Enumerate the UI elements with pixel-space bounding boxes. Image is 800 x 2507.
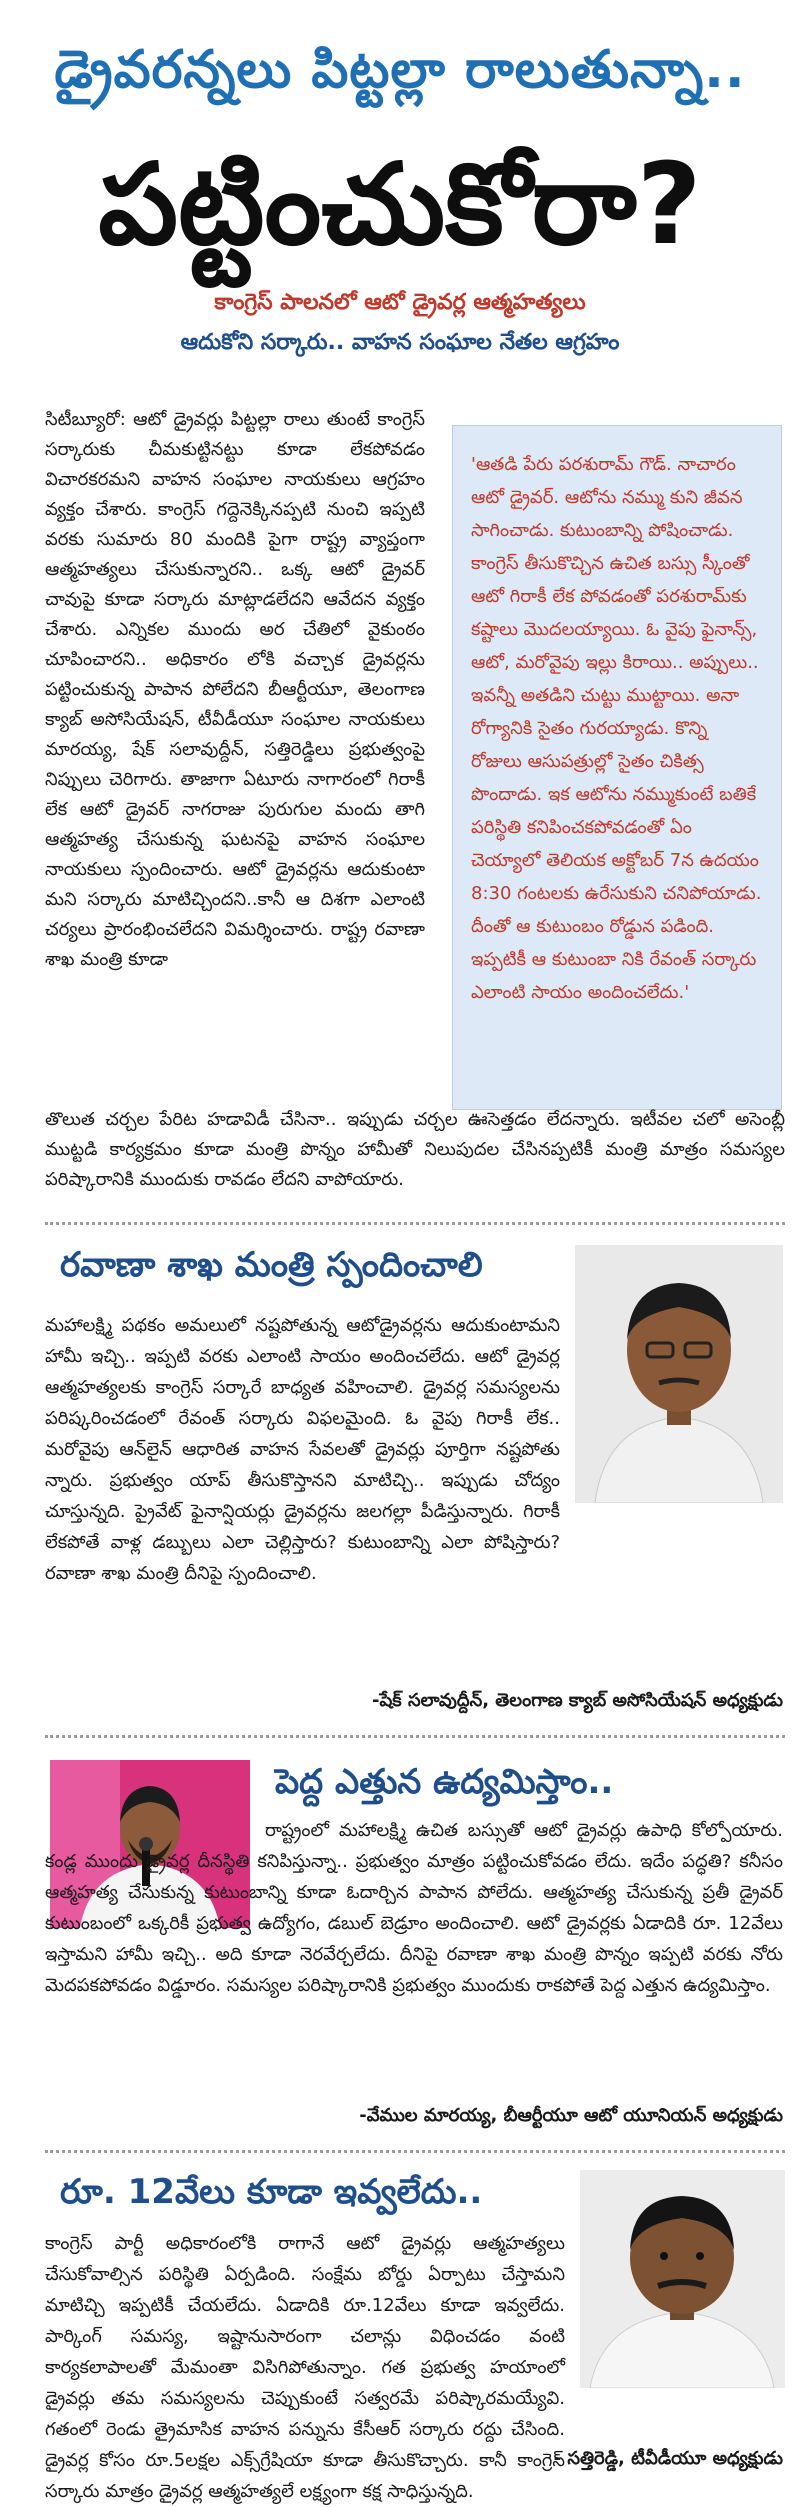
section-3-heading: రూ. 12వేలు కూడా ఇవ్వలేదు.. (60, 2172, 483, 2212)
subheadline-2: ఆదుకోని సర్కారు.. వాహన సంఘాల నేతల ఆగ్రహం (180, 330, 620, 355)
quote-text: 'ఆతడి పేరు పరశురామ్ గౌడ్. నాచారం ఆటో డ్రైవర్. ఆటోను నమ్ము కుని జీవన సాగించాడు. కుటుంబాన్ని పోషించాడు. కాంగ్రెస్ తీసుకొచ్చిన ఉచిత బస్సు స్కీంతో ఆటో గిరాకీ లేక పోవడంతో పరశురామ్‌కు కష్టాలు మొదలయ్యాయి. ఓ వైపు ఫైనాన్స్, ఆటో, మరోవైపు ఇల్లు కిరాయి.. అప్పులు.. ఇవన్నీ అతడిని చుట్టు ముట్టాయి. అనా రోగ్యానికి సైతం గురయ్యాడు. కొన్ని రోజులు ఆసుపత్రుల్లో సైతం చికిత్స పొందాడు. ఇక ఆటోను నమ్ముకుంటే బతికే పరిస్థితి కనిపించకపోవడంతో ఏం చెయ్యాలో తెలియక అక్టోబర్ 7న ఉదయం 8:30 గంటలకు ఉరేసుకుని చనిపోయాడు. దీంతో ఆ కుటుంబం రోడ్డున పడింది. ఇప్పటికీ ఆ కుటుంబా నికి రేవంత్ సర్కారు ఎలాంటి సాయం అందించలేదు.' (471, 454, 762, 1003)
subheadline-1: కాంగ్రెస్ పాలనలో ఆటో డ్రైవర్ల ఆత్మహత్యలు (214, 290, 586, 315)
main-headline: పట్టించుకోరా? (98, 140, 702, 270)
section-1-signature: -షేక్ సలావుద్దీన్, తెలంగాణ క్యాబ్ అసోసియేషన్ అధ్యక్షుడు (372, 1690, 783, 1711)
section-2-heading: పెద్ద ఎత్తున ఉద్యమిస్తాం.. (275, 1762, 614, 1802)
intro-paragraph: సిటీబ్యూరో: ఆటో డ్రైవర్లు పిట్టల్లా రాలు తుంటే కాంగ్రెస్ సర్కారుకు చీమకుట్టినట్టు కూడా లేకపోవడం విచారకరమని వాహన సంఘాల నాయకులు ఆగ్రహం వ్యక్తం చేశారు. కాంగ్రెస్ గద్దెనెక్కినప్పటి నుంచి ఇప్పటి వరకు సుమారు 80 మందికి పైగా రాష్ట్ర వ్యాప్తంగా ఆత్మహత్యలు చేసుకున్నారని.. ఒక్క ఆటో డ్రైవర్ చావుపై కూడా సర్కారు మాట్లాడలేదని ఆవేదన వ్యక్తం చేశారు. ఎన్నికల ముందు అర చేతిలో వైకుంఠం చూపించారని.. అధికారం లోకి వచ్చాక డ్రైవర్లను పట్టించుకున్న పాపాన పోలేదని బీఆర్టీయూ, తెలంగాణ క్యాబ్ అసోసియేషన్, టీవీడీయూ సంఘాల నాయకులు మారయ్య, షేక్ సలావుద్దీన్, సత్తిరెడ్డిలు ప్రభుత్వంపై నిప్పులు చెరిగారు. తాజాగా ఏటూరు నాగారంలో గిరాకీ లేక ఆటో డ్రైవర్ నాగరాజు పురుగుల మందు తాగి ఆత్మహత్య చేసుకున్న ఘటనపై వాహన సంఘాల నాయకులు స్పందించారు. ఆటో డ్రైవర్లను ఆదుకుంటా మని సర్కారు మాటిచ్చిందని..కానీ ఆ దిశగా ఎలాంటి చర్యలు ప్రారంభించలేదని విమర్శించారు. రాష్ట్ర రవాణా శాఖ మంత్రి కూడా (45, 409, 425, 970)
section-2-text: రాష్ట్రంలో మహాలక్ష్మి ఉచిత బస్సుతో ఆటో డ్రైవర్లు ఉపాధి కోల్పోయారు. కండ్ల ముందు డ్రైవర్ల దీనస్థితి కనిపిస్తున్నా.. ప్రభుత్వం మాత్రం పట్టించుకోవడం లేదు. ఇదేం పద్ధతి? కనీసం ఆత్మహత్య చేసుకున్న కుటుంబాన్ని కూడా ఓదార్చిన పాపాన పోలేదు. ఆత్మహత్య చేసుకున్న ప్రతీ డ్రైవర్ కుటుంబంలో ఒక్కరికీ ప్రభుత్వ ఉద్యోగం, డబుల్ బెడ్రూం అందించాలి. ఆటో డ్రైవర్లకు ఏడాదికి రూ. 12వేలు ఇస్తామని హామీ ఇచ్చి.. అది కూడా నెరవేర్చలేదు. దీనిపై రవాణా శాఖ మంత్రి పొన్నం ఇప్పటి వరకు నోరు మెదపకపోవడం విడ్డూరం. సమస్యల పరిష్కారానికి ప్రభుత్వం ముందుకు రాకపోతే పెద్ద ఎత్తున ఉద్యమిస్తాం. (45, 1820, 783, 1996)
section-1-text: మహాలక్ష్మి పథకం అమలులో నష్టపోతున్న ఆటోడ్రైవర్లను ఆదుకుంటామని హామీ ఇచ్చి.. ఇప్పటి వరకు ఎలాంటి సాయం అందించలేదు. ఆటో డ్రైవర్ల ఆత్మహత్యలకు కాంగ్రెస్ సర్కారే బాధ్యత వహించాలి. డ్రైవర్ల సమస్యలను పరిష్కరించడంలో రేవంత్ సర్కారు విఫలమైంది. ఓ వైపు గిరాకీ లేక.. మరోవైపు ఆన్‌లైన్ ఆధారిత వాహన సేవలతో డ్రైవర్లు పూర్తిగా నష్టపోతు న్నారు. ప్రభుత్వం యాప్ తీసుకొస్తానని మాటిచ్చి.. ఇప్పుడు చోద్యం చూస్తున్నది. ప్రైవేట్ ఫైనాన్షియర్లు డ్రైవర్లను జలగల్లా పీడిస్తున్నారు. గిరాకీ లేకపోతే వాళ్ల డబ్బులు ఎలా చెల్లిస్తారు? కుటుంబాన్ని ఎలా పోషిస్తారు? రవాణా శాఖ మంత్రి దీనిపై స్పందించాలి. (45, 1315, 560, 1584)
intro-paragraph-tail: తొలుత చర్చల పేరిట హడావిడీ చేసినా.. ఇప్పుడు చర్చల ఊసెత్తడం లేదన్నారు. ఇటీవల చలో అసెంబ్లీ ముట్టడి కార్యక్రమం కూడా మంత్రి పొన్నం హామీతో నిలుపుదల చేసినప్పటికీ మంత్రి మాత్రం సమస్యల పరిష్కారానికి ముందుకు రావడం లేదని వాపోయారు. (45, 1109, 785, 1190)
section-2-signature: -వేముల మారయ్య, బీఆర్టీయూ ఆటో యూనియన్ అధ్యక్షుడు (359, 2105, 783, 2126)
person-photo-1 (575, 1245, 783, 1503)
portrait-photo-icon (580, 2170, 785, 2388)
person-photo-3 (580, 2170, 785, 2388)
divider (45, 2150, 785, 2153)
divider (45, 1222, 785, 1225)
divider (45, 1735, 785, 1738)
kicker-headline: డ్రైవరన్నలు పిట్టల్లా రాలుతున్నా.. (54, 40, 746, 100)
quote-box (452, 425, 782, 1110)
section-3-text: కాంగ్రెస్ పార్టీ అధికారంలోకి రాగానే ఆటో డ్రైవర్లు ఆత్మహత్యలు చేసుకోవాల్సిన పరిస్థితి ఏర్పడింది. సంక్షేమ బోర్డు ఏర్పాటు చేస్తామని మాటిచ్చి ఇప్పటికీ చేయలేదు. ఏడాదికి రూ.12వేలు కూడా ఇవ్వలేదు. పార్కింగ్ సమస్య, ఇష్టానుసారంగా చలాన్లు విధించడం వంటి కార్యకలాపాలతో మేమంతా విసిగిపోతున్నాం. గత ప్రభుత్వ హయాంలో డ్రైవర్లు తమ సమస్యలను చెప్పుకుంటే సత్వరమే పరిష్కారమయ్యేవి. గతంలో రెండు త్రైమాసిక వాహన పన్నును కేసీఆర్ సర్కారు రద్దు చేసింది. డ్రైవర్ల కోసం రూ.5లక్షల ఎక్స్‌గ్రేషియా కూడా తీసుకొచ్చారు. కానీ కాంగ్రెస్ సర్కారు మాత్రం డ్రైవర్ల ఆత్మహత్యలే లక్ష్యంగా కక్ష సాధిస్తున్నది. (45, 2233, 565, 2502)
section-3-signature: - సత్తిరెడ్డి, టీవీడీయూ అధ్యక్షుడు (553, 2448, 783, 2469)
portrait-photo-icon (575, 1245, 783, 1503)
section-1-heading: రవాణా శాఖ మంత్రి స్పందించాలి (60, 1245, 483, 1285)
